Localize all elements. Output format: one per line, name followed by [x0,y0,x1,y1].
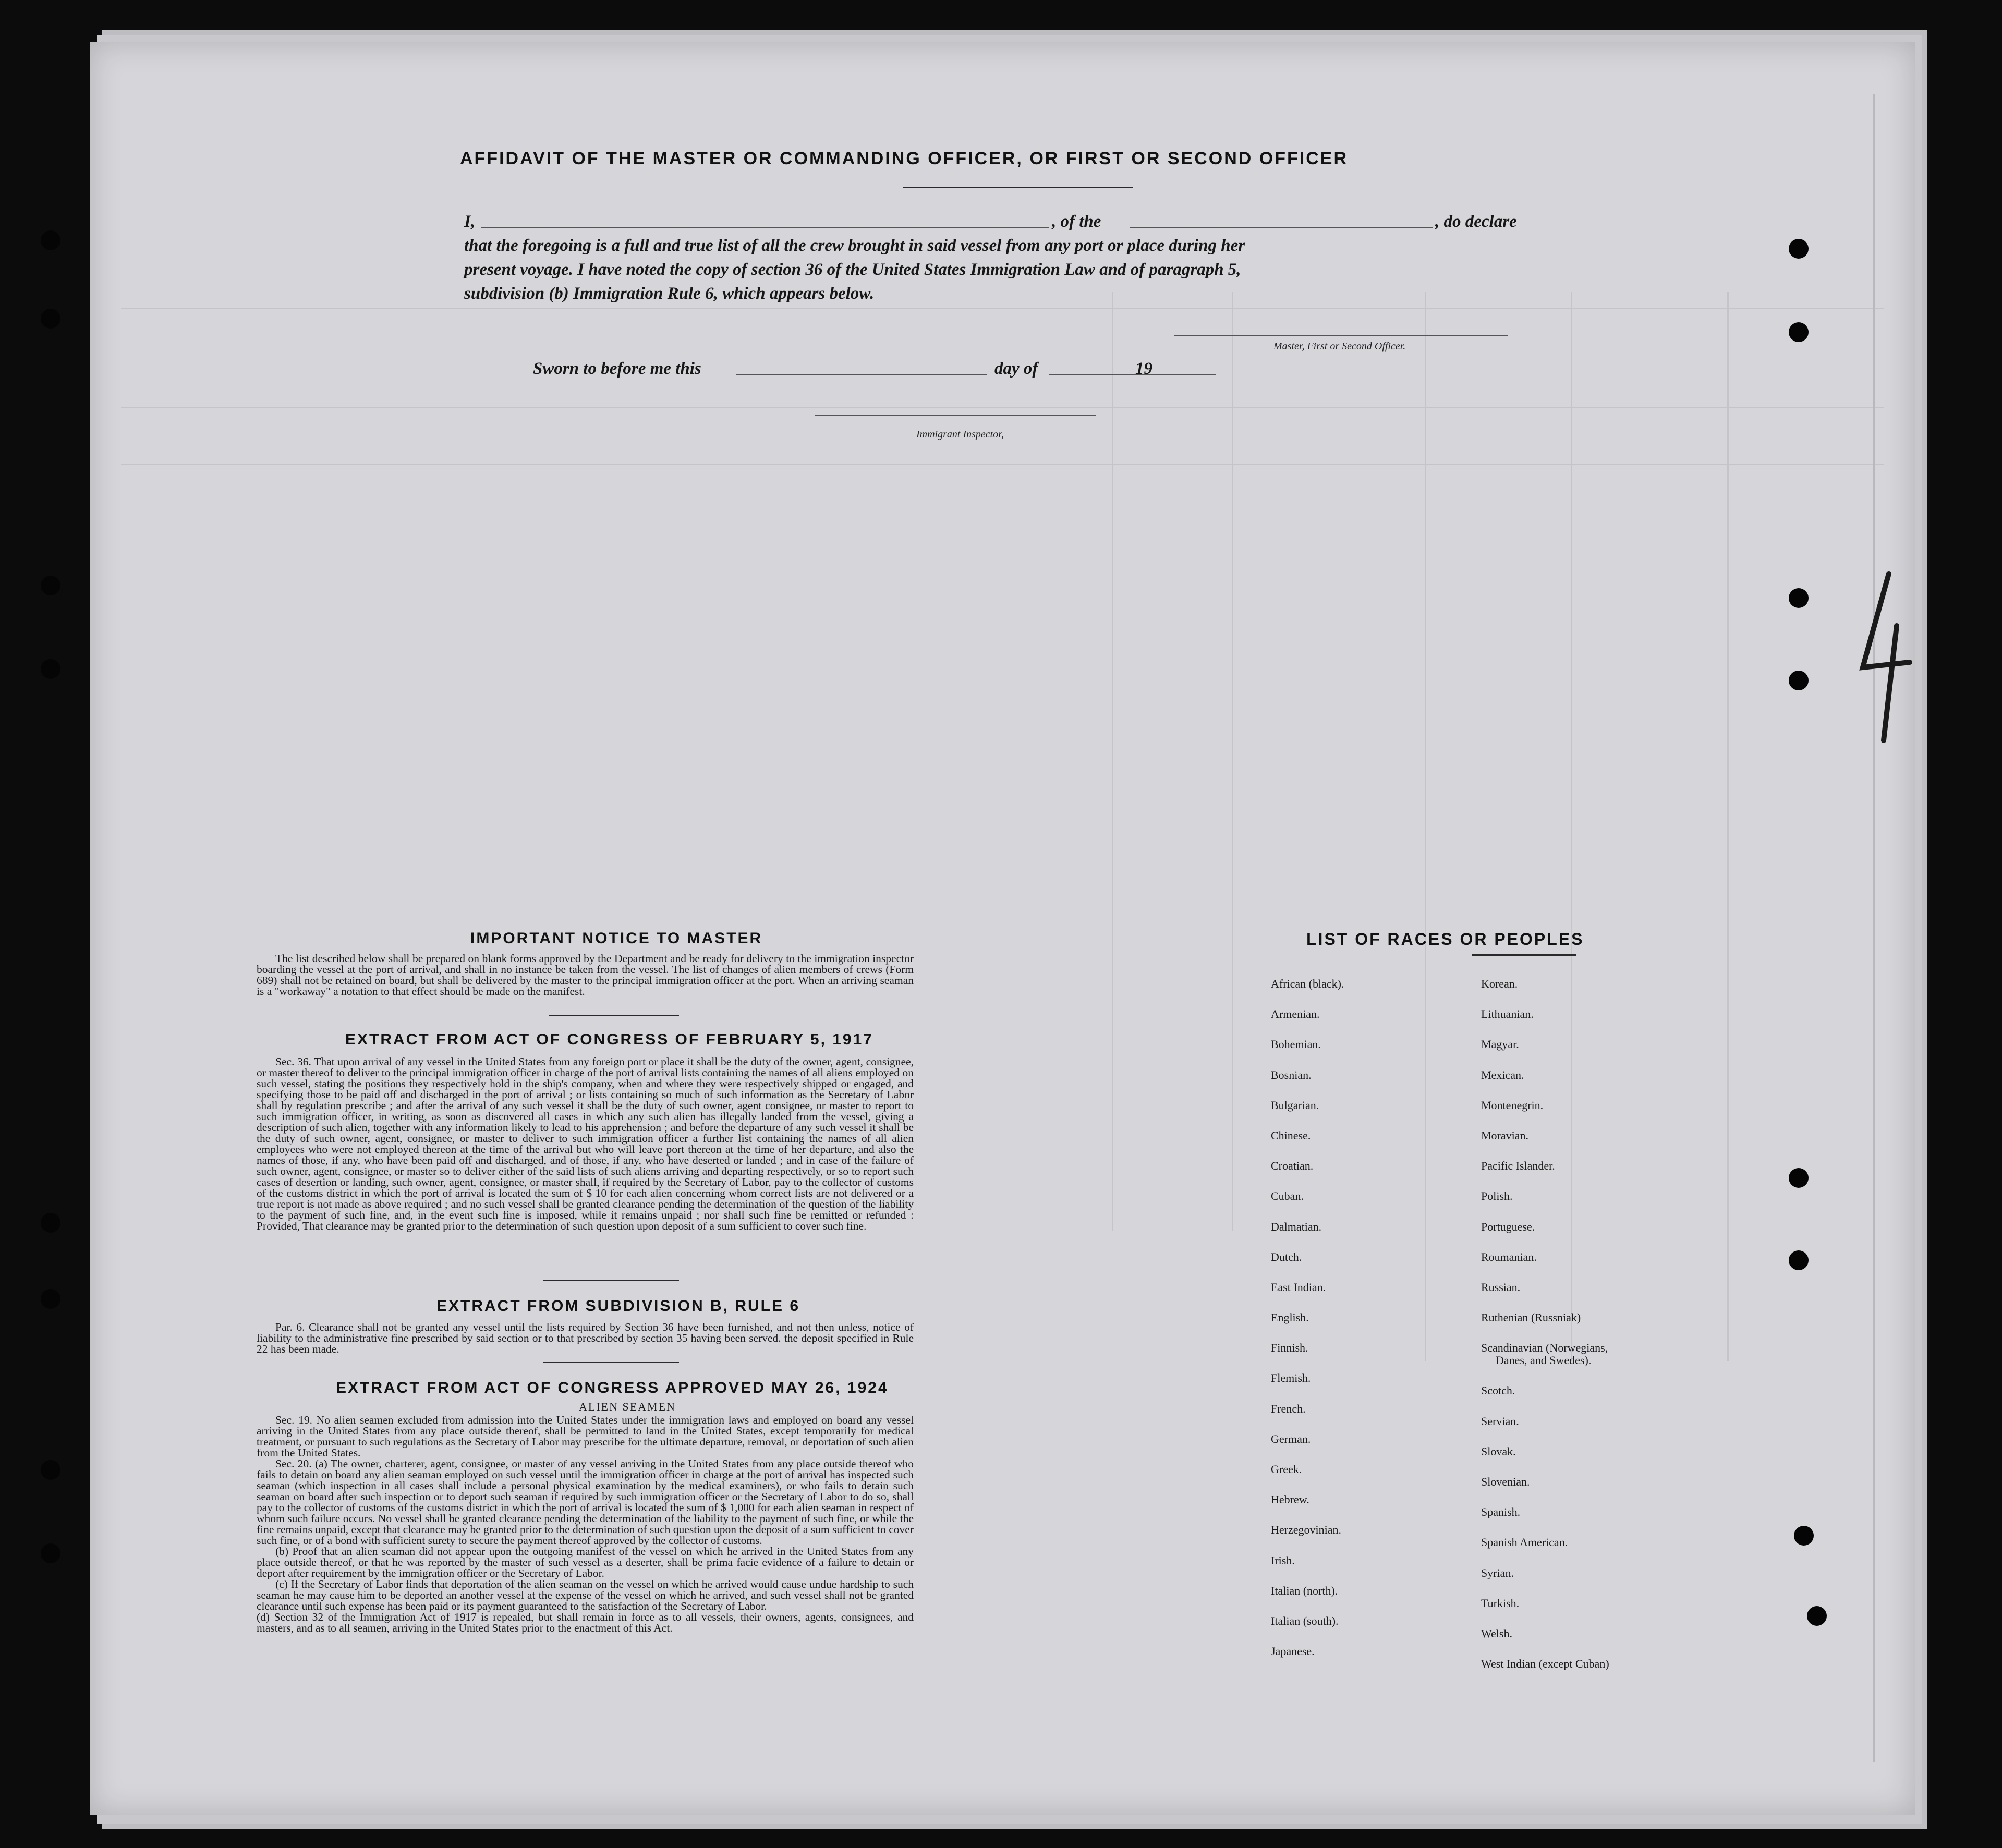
binder-hole [41,1460,60,1480]
race-item: Slovenian. [1481,1475,1530,1488]
inspector-signature-field[interactable] [815,415,1096,416]
extract-1924-p1: Sec. 19. No alien seamen excluded from admission into the United States under the immigration laws and employed on board any vessel arriving in the United States from any place outside thereof, shall be permitted to land in the United States, except temporarily for medical treatment, or pursuant to such regulations as the Secretary of Labor may prescribe for the ultimate departure, removal, or deportation of such alien from the United States. [257,1414,914,1459]
extract-1924-body [257,1415,914,1634]
affidavit-i-label: I, [464,212,476,231]
race-item: Welsh. [1481,1626,1512,1640]
race-item: Greek. [1271,1463,1302,1476]
affidavit-line-3: present voyage. I have noted the copy of section 36 of the United States Immigration Law and of paragraph 5, [464,260,1241,279]
extract-1924-p5: (d) Section 32 of the Immigration Act of 1917 is repealed, but shall remain in force as to all vessels, their owners, agents, consignees, and masters, and as to all seamen, arriving in the United States prior to the enactment of this Act. [257,1611,914,1634]
race-item: Croatian. [1271,1159,1314,1173]
inspector-caption: Immigrant Inspector, [916,429,1004,440]
extract-rule6-title: EXTRACT FROM SUBDIVISION B, RULE 6 [436,1297,800,1315]
binder-hole [1807,1606,1827,1626]
race-item: Pacific Islander. [1481,1159,1555,1173]
races-title: LIST OF RACES OR PEOPLES [1306,930,1584,949]
binder-hole [1789,671,1809,690]
race-item: Armenian. [1271,1007,1320,1021]
race-item: Bohemian. [1271,1038,1321,1051]
binder-hole [41,230,60,250]
race-item: Hebrew. [1271,1493,1309,1506]
race-item: Dutch. [1271,1250,1302,1263]
affidavit-of-the-label: , of the [1052,212,1101,231]
affidavit-title: AFFIDAVIT OF THE MASTER OR COMMANDING OFFICER, OR FIRST OR SECOND OFFICER [460,149,1348,168]
affidavit-do-declare-label: , do declare [1435,212,1517,231]
affidavit-title-rule [903,187,1133,188]
race-item: Chinese. [1271,1128,1311,1142]
notice-body-text: The list described below shall be prepared on blank forms approved by the Department and be ready for delivery to the immigration inspector boarding the vessel at the port of arrival, and shall in no instance be taken from the vessel. The list of changes of alien members of crews (Form 689) shall not be retained on board, but shall be delivered by the master to the principal immigration officer at the port. When an arriving seaman is a "workaway" a notation to that effect should be made on the manifest. [257,952,914,998]
race-item: Danes, and Swedes). [1496,1354,1592,1367]
race-item: Japanese. [1271,1645,1315,1658]
officer-signature-field[interactable] [1174,335,1508,336]
sworn-day-field[interactable] [736,374,987,375]
binder-hole [41,1289,60,1309]
race-item: Spanish American. [1481,1536,1568,1549]
extract-1917-body-text: Sec. 36. That upon arrival of any vessel in the United States from any foreign port or place it shall be the duty of the owner, agent, consignee, or master thereof to deliver to the principal immigration officer in charge of the port of arrival lists containing the names of all aliens employed on such vessel, stating the positions they respectively hold in the ship's company, when and where they were respectively shipped or engaged, and specifying those to be paid off and discharged in the port of arrival ; or lists containing so much of such information as the Secretary of Labor shall by regulation prescribe ; and after the arrival of any such vessel it shall be the duty of such owner, agent consignee, or master to report to such immigration officer, in writing, as soon as discovered all cases in which any such alien has illegally landed from the vessel, giving a description of such alien, together with any information likely to lead to his apprehension ; and before the departure of any such vessel it shall be the duty of such owner, agent, consignee, or master to deliver to such immigration officer a further list containing the names of all alien employees who were not employed thereon at the time of the arrival but who will leave port thereon at the time of her departure, and also the names of those, if any, who have been paid off and discharged, and of those, if any, who have deserted or landed ; and in case of the failure of such owner, agent, consignee, or master so to deliver either of the said lists of such aliens arriving and departing respectively, or so to report such cases of desertion or landing, such owner, agent, consignee, or master shall, if required by the Secretary of Labor, pay to the collector of customs of the customs district in which the port of arrival is located the sum of $ 10 for each alien concerning whom correct lists are not delivered or a true report is not made as above required ; and no such vessel shall be granted clearance pending the determination of the question of the liability to the payment of such fine, and, in the event such fine is imposed, while it remains unpaid ; nor shall such fine be remitted or refunded : Provided, That clearance may be granted prior to the determination of such question upon deposit of a sum sufficient to cover such fine. [257,1055,914,1232]
extract-1924-p2: Sec. 20. (a) The owner, charterer, agent, consignee, or master of any vessel arriving in the United States from any place outside thereof who fails to detain on board any alien seaman employed on such vessel until the immigration officer in charge at the port of arrival has inspected such seaman (which inspection in all cases shall include a personal physical examination by the medical examiners), or who fails to detain such seaman on board after such inspection or to deport such seaman if required by such immigration officer or the Secretary of Labor to do so, shall pay to the collector of customs of the customs district in which the port of arrival is located the sum of $ 1,000 for each alien seaman in respect of whom such failure occurs. No vessel shall be granted clearance pending the determination of the liability to the payment of such fine, or while the fine remains unpaid, except that clearance may be granted prior to the determination of such question upon the deposit of a sum sufficient to cover such fine, or of a bond with sufficient surety to secure the payment thereof approved by the collector of customs. [257,1457,914,1547]
pencil-mark [1847,563,1920,751]
binder-hole [1789,588,1809,608]
extract-1917-body [257,1056,914,1232]
extract-1924-p4: (c) If the Secretary of Labor finds that deportation of the alien seaman on the vessel on which he arrived would cause undue hardship to such seaman he may cause him to be deported an another vessel at the expense of the vessel on which he arrived, and such vessel shall not be granted clearance until such expense has been paid or its payment guaranteed to the satisfaction of the Secretary of Labor. [257,1578,914,1612]
notice-body [257,953,914,997]
vessel-name-field[interactable] [1130,227,1433,228]
bleed-through-line [1873,94,1875,1762]
bleed-through-line [1727,292,1729,1361]
day-of-label: day of [994,359,1038,378]
race-item: East Indian. [1271,1280,1326,1294]
affidavit-line-2: that the foregoing is a full and true list of all the crew brought in said vessel from any port or place during her [464,236,1245,255]
extract-rule6-body-text: Par. 6. Clearance shall not be granted any vessel until the lists required by Section 36 have been furnished, and not then unless, notice of liability to the administrative fine prescribed by said section or to that prescribed by section 35 having been served. the deposit specified in Rule 22 has been made. [257,1321,914,1355]
race-item: Bulgarian. [1271,1098,1319,1112]
race-item: Slovak. [1481,1444,1516,1458]
race-item: Italian (south). [1271,1614,1339,1627]
race-item: French. [1271,1402,1306,1415]
race-item: Syrian. [1481,1566,1514,1579]
race-item: Herzegovinian. [1271,1523,1341,1537]
bleed-through-line [121,407,1884,408]
binder-hole [41,1213,60,1233]
race-item: Lithuanian. [1481,1007,1534,1021]
officer-signature-caption: Master, First or Second Officer. [1273,341,1406,352]
bleed-through-line [1425,292,1426,1361]
race-item: Turkish. [1481,1596,1520,1610]
races-right-column [1481,978,1609,1688]
binder-hole [41,1543,60,1563]
document-page [90,42,1915,1815]
binder-hole [1794,1526,1814,1546]
race-item: Scotch. [1481,1384,1515,1397]
race-item: African (black). [1271,977,1344,990]
race-item: Cuban. [1271,1189,1304,1203]
binder-hole [41,659,60,679]
binder-hole [1789,1168,1809,1188]
year-label: 19 [1135,359,1152,378]
binder-hole [1789,239,1809,259]
race-item: Flemish. [1271,1371,1311,1385]
race-item: Roumanian. [1481,1250,1537,1263]
bleed-through-line [1112,292,1113,1231]
extract-rule6-rule [543,1362,679,1363]
bleed-through-line [121,308,1884,309]
sworn-year-field[interactable] [1159,374,1216,375]
races-title-rule [1472,954,1576,956]
affidavit-line-4: subdivision (b) Immigration Rule 6, which appears below. [464,284,875,303]
race-item: Korean. [1481,977,1518,990]
race-item: West Indian (except Cuban) [1481,1657,1609,1671]
race-item: Dalmatian. [1271,1220,1322,1233]
race-item: Irish. [1271,1553,1295,1567]
races-left-column [1271,978,1344,1675]
race-item: Portuguese. [1481,1220,1535,1233]
binder-hole [41,576,60,595]
race-item: Russian. [1481,1280,1521,1294]
race-item: Finnish. [1271,1341,1308,1355]
race-item: Mexican. [1481,1068,1524,1081]
binder-hole [1789,1250,1809,1270]
race-item: Scandinavian (Norwegians, [1481,1341,1608,1355]
binder-hole [1789,322,1809,342]
notice-rule [549,1015,679,1016]
race-item: English. [1271,1311,1309,1324]
extract-1917-rule [543,1280,679,1281]
sworn-label: Sworn to before me this [533,359,701,378]
race-item: Montenegrin. [1481,1098,1544,1112]
notice-title: IMPORTANT NOTICE TO MASTER [470,930,763,947]
race-item: German. [1271,1432,1311,1445]
bleed-through-line [1232,292,1233,1231]
extract-1924-title: EXTRACT FROM ACT OF CONGRESS APPROVED MAY 26, 1924 [336,1379,889,1396]
race-item: Polish. [1481,1189,1513,1203]
race-item: Ruthenian (Russniak) [1481,1311,1581,1324]
race-item: Spanish. [1481,1505,1521,1519]
extract-1917-title: EXTRACT FROM ACT OF CONGRESS OF FEBRUARY 5, 1917 [345,1031,873,1048]
race-item: Magyar. [1481,1038,1519,1051]
binder-hole [41,309,60,329]
master-name-field[interactable] [481,227,1049,228]
alien-seamen-subtitle: ALIEN SEAMEN [579,1400,676,1413]
extract-1924-p3: (b) Proof that an alien seaman did not appear upon the outgoing manifest of the vessel on which he arrived in the United States from any place outside thereof, or that he was reported by the master of such vessel as a deserter, shall be prima facie evidence of a failure to detain or deport after requirement by the immigration officer or the Secretary of Labor. [257,1545,914,1579]
race-item: Servian. [1481,1414,1519,1428]
race-item: Moravian. [1481,1128,1529,1142]
race-item: Italian (north). [1271,1584,1338,1597]
bleed-through-line [121,464,1884,465]
race-item: Bosnian. [1271,1068,1312,1081]
extract-rule6-body [257,1322,914,1355]
